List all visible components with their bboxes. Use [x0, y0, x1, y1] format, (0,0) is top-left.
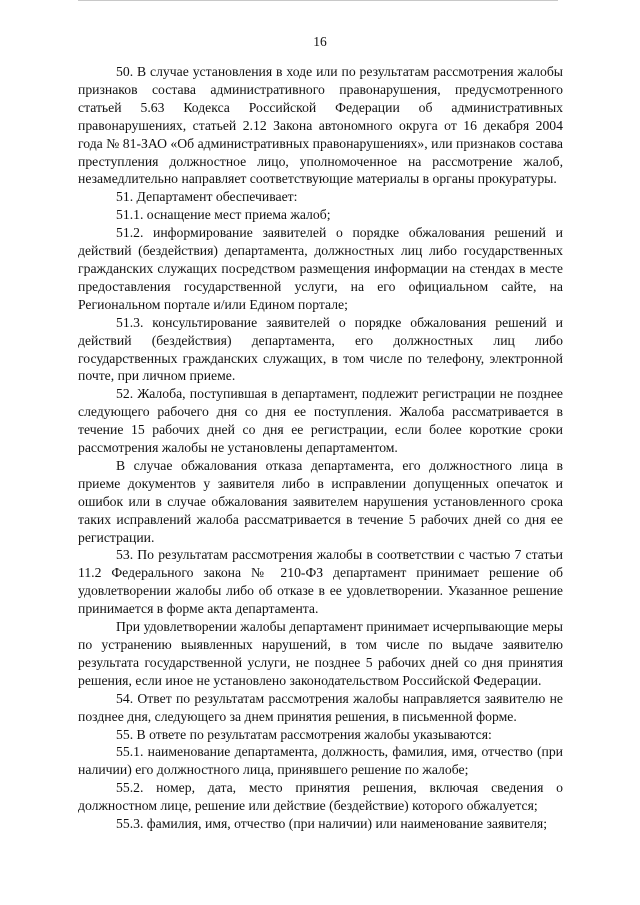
document-body	[78, 63, 563, 833]
paragraph-55-3: 55.3. фамилия, имя, отчество (при наличии) или наименование заявителя;	[116, 816, 548, 832]
paragraph-55-2: 55.2. номер, дата, место принятия решения, включая сведения о должностном лице, решение или действие (бездействие) которого обжалуется;	[78, 780, 563, 814]
paragraph-52-continued: В случае обжалования отказа департамента, его должностного лица в приеме документов у заявителя либо в исправлении допущенных опечаток и ошибок или в случае обжалования заявителем нарушения установленного срока таких исправлений жалоба рассматривается в течение 5 рабочих дней со дня ее регистрации.	[78, 457, 563, 545]
paragraph-53-continued: При удовлетворении жалобы департамент принимает исчерпывающие меры по устранению выявленных нарушений, в том числе по выдаче заявителю результата государственной услуги, не позднее 5 рабочих дней со дня принятия решения, если иное не установлено законодательством Российской Федерации.	[78, 619, 563, 688]
paragraph-51-1: 51.1. оснащение мест приема жалоб;	[116, 207, 331, 223]
paragraph-51-2: 51.2. информирование заявителей о порядке обжалования решений и действий (бездействия) департамента, должностных лиц либо государственных гражданских служащих посредством размещения информации на стендах в месте предоставления государственной услуги, на его официальном сайте, на Региональном портале и/или Едином портале;	[78, 225, 563, 312]
paragraph-52: 52. Жалоба, поступившая в департамент, подлежит регистрации не позднее следующего рабочего дня со дня ее поступления. Жалоба рассматривается в течение 15 рабочих дней со дня ее регистрации, если более короткие сроки рассмотрения жалобы не установлены департаментом.	[78, 386, 563, 456]
paragraph-51: 51. Департамент обеспечивает:	[116, 189, 298, 205]
paragraph-50: 50. В случае установления в ходе или по результатам рассмотрения жалобы признаков состава административного правонарушения, предусмотренного статьей 5.63 Кодекса Российской Федерации об административных правонарушениях, статьей 2.12 Закона автономного округа от 16 декабря 2004 года № 81-ЗАО «Об административных правонарушениях», или признаков состава преступления должностное лицо, уполномоченное на рассмотрение жалоб, незамедлительно направляет соответствующие материалы в органы прокуратуры.	[78, 64, 563, 187]
paragraph-53: 53. По результатам рассмотрения жалобы в соответствии с частью 7 статьи 11.2 Федерального закона № 210-ФЗ департамент принимает решение об удовлетворении жалобы либо об отказе в ее удовлетворении. Указанное решение принимается в форме акта департамента.	[78, 547, 563, 617]
page-number: 16	[313, 34, 327, 49]
paragraph-51-3: 51.3. консультирование заявителей о порядке обжалования решений и действий (бездействия) департамента, его должностных лиц либо государственных гражданских служащих, в том числе по телефону, электронной почте, при личном приеме.	[78, 314, 563, 384]
paragraph-55-1: 55.1. наименование департамента, должность, фамилия, имя, отчество (при наличии) его должностного лица, принявшего решение по жалобе;	[78, 744, 563, 778]
paragraph-55: 55. В ответе по результатам рассмотрения жалобы указываются:	[116, 726, 492, 742]
top-border-line	[78, 0, 558, 1]
paragraph-54: 54. Ответ по результатам рассмотрения жалобы направляется заявителю не позднее дня, следующего за днем принятия решения, в письменной форме.	[78, 690, 563, 724]
